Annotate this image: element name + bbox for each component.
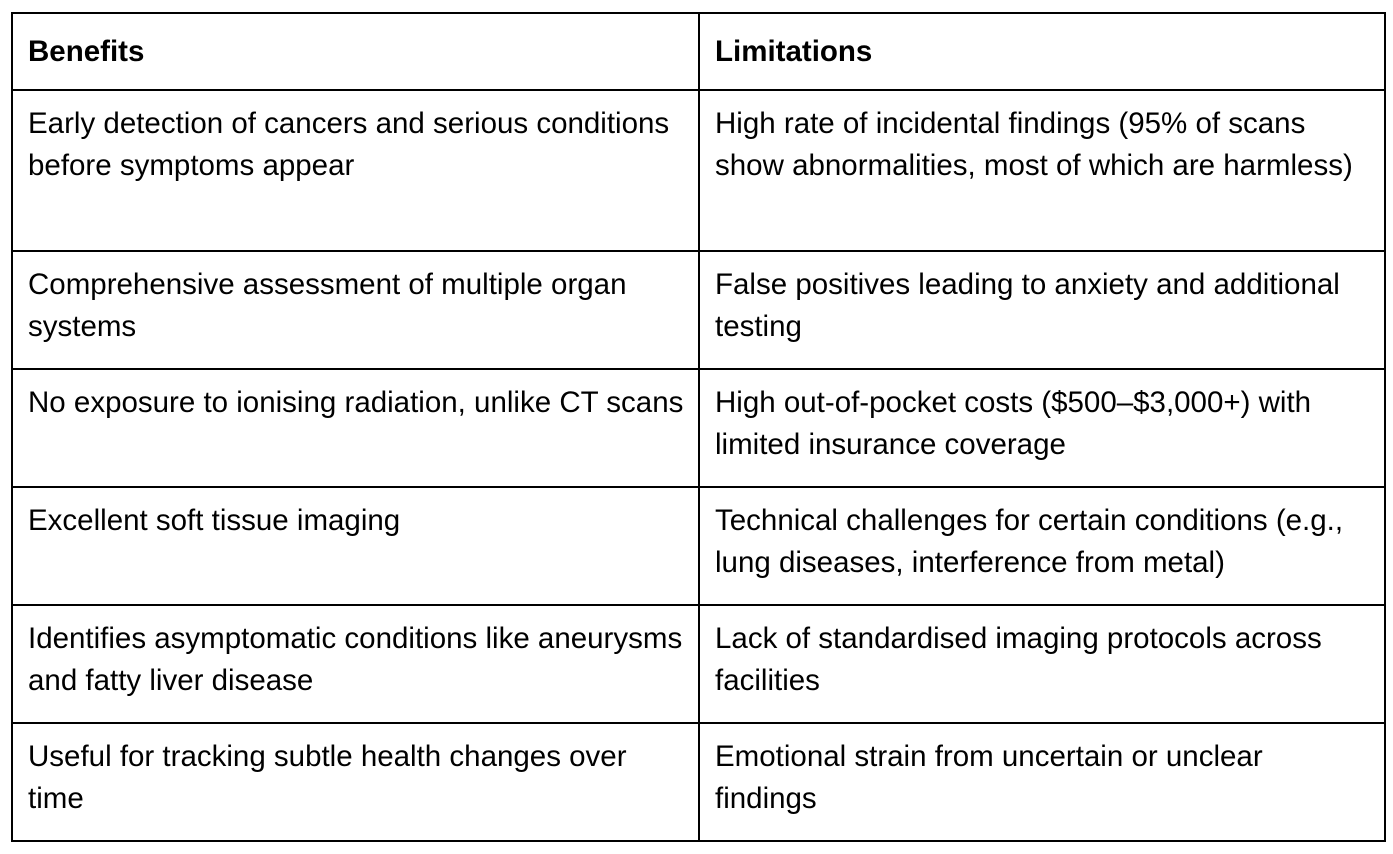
benefit-cell: Excellent soft tissue imaging: [12, 487, 699, 605]
benefit-cell: Useful for tracking subtle health changes over time: [12, 723, 699, 841]
table-row: [12, 251, 1385, 369]
limitation-cell: High out-of-pocket costs ($500–$3,000+) with limited insurance coverage: [699, 369, 1385, 487]
table-row: [12, 90, 1385, 251]
benefits-limitations-table: [11, 12, 1386, 842]
header-limitations: Limitations: [699, 13, 1385, 90]
table-row: [12, 605, 1385, 723]
table-row: [12, 369, 1385, 487]
limitation-cell: False positives leading to anxiety and additional testing: [699, 251, 1385, 369]
limitation-cell: High rate of incidental findings (95% of scans show abnormalities, most of which are harmless): [699, 90, 1385, 251]
benefit-cell: Identifies asymptomatic conditions like aneurysms and fatty liver disease: [12, 605, 699, 723]
table-row: [12, 723, 1385, 841]
header-benefits: Benefits: [12, 13, 699, 90]
table-row: [12, 487, 1385, 605]
benefit-cell: Early detection of cancers and serious conditions before symptoms appear: [12, 90, 699, 251]
table-header-row: [12, 13, 1385, 90]
limitation-cell: Emotional strain from uncertain or unclear findings: [699, 723, 1385, 841]
benefit-cell: No exposure to ionising radiation, unlike CT scans: [12, 369, 699, 487]
limitation-cell: Lack of standardised imaging protocols across facilities: [699, 605, 1385, 723]
limitation-cell: Technical challenges for certain conditions (e.g., lung diseases, interference from metal): [699, 487, 1385, 605]
benefit-cell: Comprehensive assessment of multiple organ systems: [12, 251, 699, 369]
